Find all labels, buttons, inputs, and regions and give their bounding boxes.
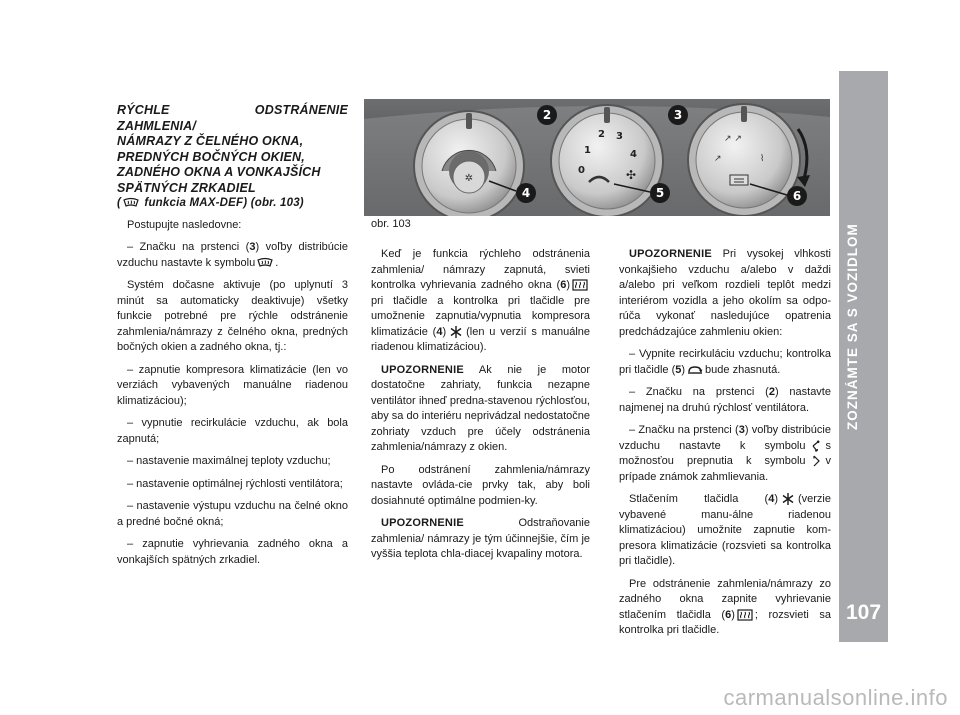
list-item: – nastavenie výstupu vzduchu na čelné okno a predné bočné okná; [117, 500, 348, 528]
warning-paragraph: UPOZORNENIE Odstraňovanie zahmlenia/ námrazy je tým účinnejšie, čím je vyššia teplota chla-diacej kvapaliny motora. [371, 517, 590, 560]
windscreen-defrost-icon [123, 197, 139, 209]
paragraph: Pre odstránenie zahmlenia/námrazy zo zadného okna zapnite vyhrievanie stlačením tlačidla (6) ; rozsvieti sa kontrolka pri tlačidle. [619, 577, 831, 636]
list-item: – Vypnite recirkuláciu vzduchu; kontrolka pri tlačidle (5) bude zhasnutá. [619, 348, 831, 376]
list-item: – vypnutie recirkulácie vzduchu, ak bola zapnutá; [117, 417, 348, 445]
dial-label: 2 [598, 129, 605, 140]
section-heading [117, 103, 348, 212]
temperature-knob [414, 111, 524, 216]
text-column-3 [619, 247, 831, 646]
climate-control-figure [364, 99, 830, 216]
snowflake-icon [448, 326, 464, 338]
callout-3 [668, 105, 688, 125]
svg-text:✣: ✣ [626, 168, 637, 182]
warning-paragraph: UPOZORNENIE Pri vysokej vlhkosti vonkajšieho vzduchu a/alebo v daždi a/alebo pri veľkom rozdieli teplôt medzi interiérom vozidla a jeho okolím sa odpo-rúča vykonať nasledujúce opatrenia predchádzajúce zahmleniu okien: [619, 248, 831, 338]
callout-2 [537, 105, 557, 125]
chapter-tab [839, 71, 888, 642]
snowflake-icon [780, 493, 796, 505]
dial-label: 1 [584, 145, 591, 156]
svg-text:2: 2 [542, 108, 552, 122]
dial-label: 3 [616, 131, 623, 142]
airflow-windscreen-feet-icon [808, 440, 824, 452]
rear-window-heater-icon [572, 279, 588, 291]
climate-panel-illustration [364, 99, 830, 216]
list-item: – zapnutie vyhrievania zadného okna a vonkajších spätných zrkadiel. [117, 538, 348, 566]
svg-text:4: 4 [521, 186, 531, 200]
watermark: carmanualsonline.info [723, 685, 948, 710]
heading-line: ZADNÉHO OKNA A VONKAJŠÍCH [117, 165, 321, 179]
paragraph: Keď je funkcia rýchleho odstránenia zahmlenia/ námrazy zapnutá, svieti kontrolka vyhrievania zadného okna (6) pri tlačidle a kontrolka pri tlačidle pre umožnenie zapnutia/vypnutia kompresora klimatizácie (4) (len u verzií s manuálne riadenou klimatizáciou). [371, 248, 590, 353]
list-item: – nastavenie optimálnej rýchlosti ventilátora; [127, 477, 343, 490]
svg-text:⌇: ⌇ [760, 154, 765, 164]
svg-text:↗ ↗: ↗ ↗ [724, 134, 742, 144]
list-item: – zapnutie kompresora klimatizácie (len vo verziách vybavených manuálne riadenou klimatizáciou); [117, 363, 348, 407]
chapter-title: ZOZNÁMTE SA S VOZIDLOM [845, 223, 860, 431]
paragraph: Stlačením tlačidla (4) (verzie vybavené manu-álne riadenou klimatizáciou) umožnite zapnutie kom-presora klimatizácie (rozsvieti sa kontrolka pri tlačidle). [619, 493, 831, 567]
svg-text:6: 6 [792, 189, 802, 203]
windscreen-defrost-icon [257, 257, 273, 269]
svg-text:3: 3 [673, 108, 683, 122]
heading-line: SPÄTNÝCH ZRKADIEL [117, 180, 256, 195]
rear-window-heater-icon [737, 609, 753, 621]
page-number: 107 [845, 601, 882, 624]
heading-subtitle: ( funkcia MAX-DEF) (obr. 103) [117, 197, 304, 209]
heading-line: NÁMRAZY Z ČELNÉHO OKNA, [117, 134, 304, 148]
heading-line: PREDNÝCH BOČNÝCH OKIEN, [117, 149, 305, 164]
svg-text:5: 5 [655, 186, 665, 200]
warning-paragraph: UPOZORNENIE Ak nie je motor dostatočne zahriaty, funkcia nezapne ventilátor ihneď predna-stavenou rýchlosťou, aby sa do interiéru neprivádzal nedostatočne zohriaty vzduch pre účely odstránenia zahmlenia/námrazy z okien. [371, 363, 590, 453]
airflow-windscreen-icon [808, 455, 824, 467]
svg-text:↗: ↗ [714, 154, 722, 164]
paragraph: Po odstránení zahmlenia/námrazy nastavte ovláda-cie prvky tak, aby boli dosiahnuté optimálne podmien-ky. [371, 463, 590, 507]
dial-label: 4 [630, 149, 637, 160]
recirculation-icon [687, 364, 703, 376]
text-column-2 [371, 247, 590, 570]
paragraph: Postupujte nasledovne: [127, 218, 242, 231]
fan-speed-knob [551, 105, 663, 216]
list-item: – nastavenie maximálnej teploty vzduchu; [127, 455, 331, 467]
list-item: – Značku na prstenci (2) nastavte najmenej na druhú rýchlosť ventilátora. [619, 386, 831, 414]
list-item: – Značku na prstenci (3) voľby distribúcie vzduchu nastavte k symbolu s možnosťou prepnutia k symbolu v prípade známok zahmlievania. [619, 424, 831, 483]
dial-label: 0 [578, 165, 585, 176]
paragraph: Systém dočasne aktivuje (po uplynutí 3 minút sa automaticky deaktivuje) všetky funkcie potrebné pre rýchle odstránenie zahmlenia/námrazy z čelného okna, predných bočných okien a zadného okna, tj.: [117, 279, 348, 353]
paragraph: – Značku na prstenci (3) voľby distribúcie vzduchu nastavte k symbolu . [117, 241, 348, 269]
text-column-1 [117, 103, 348, 575]
figure-caption: obr. 103 [371, 218, 411, 230]
heading-line: RÝCHLE ODSTRÁNENIE ZAHMLENIA/ [117, 103, 348, 133]
svg-text:✲: ✲ [464, 173, 474, 184]
